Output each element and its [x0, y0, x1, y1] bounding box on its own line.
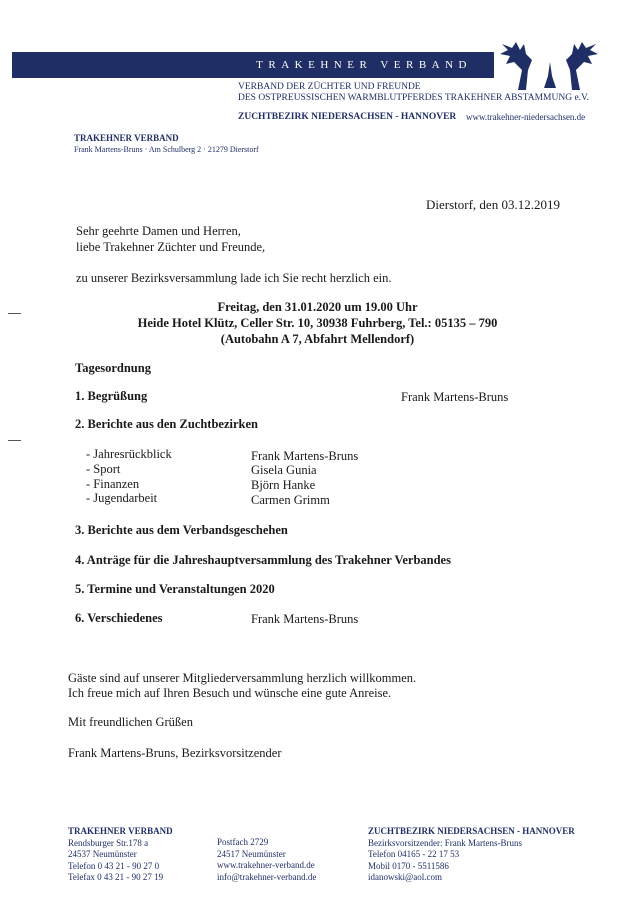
header-url[interactable]: www.trakehner-niedersachsen.de	[466, 112, 586, 122]
header-district: ZUCHTBEZIRK NIEDERSACHSEN - HANNOVER	[238, 112, 457, 122]
footer-col-3-line: Telefon 04165 - 22 17 53	[368, 849, 460, 859]
closing-line-2: Ich freue mich auf Ihren Besuch und wünsche eine gute Anreise.	[68, 686, 392, 700]
event-directions: (Autobahn A 7, Abfahrt Mellendorf)	[220, 332, 415, 346]
footer-col-1-line: 24537 Neumünster	[68, 849, 137, 859]
closing-greeting: Mit freundlichen Grüßen	[68, 715, 193, 729]
agenda-item-6: 6. Verschiedenes	[75, 611, 163, 625]
salutation-line-2: liebe Trakehner Züchter und Freunde,	[76, 240, 266, 254]
punch-mark	[8, 440, 21, 441]
footer-col-2-line: 24517 Neumünster	[217, 848, 286, 859]
closing-signature: Frank Martens-Bruns, Bezirksvorsitzender	[68, 746, 282, 760]
footer-col-3-title: ZUCHTBEZIRK NIEDERSACHSEN - HANNOVER	[368, 826, 575, 836]
letter-date: Dierstorf, den 03.12.2019	[426, 197, 560, 212]
event-when: Freitag, den 31.01.2020 um 19.00 Uhr	[217, 300, 418, 314]
footer-col-1-line: Telefax 0 43 21 - 90 27 19	[68, 872, 164, 882]
agenda-item-1: 1. Begrüßung	[75, 389, 148, 403]
footer-col-2	[217, 837, 316, 883]
footer-col-1-title: TRAKEHNER VERBAND	[68, 826, 173, 836]
footer-col-2-line: Postfach 2729	[217, 837, 269, 847]
agenda-item-5: 5. Termine und Veranstaltungen 2020	[75, 582, 275, 596]
agenda-item-3: 3. Berichte aus dem Verbandsgeschehen	[75, 523, 288, 537]
event-where: Heide Hotel Klütz, Celler Str. 10, 30938 Fuhrberg, Tel.: 05135 – 790	[137, 316, 498, 330]
footer-col-2-line[interactable]: info@trakehner-verband.de	[217, 871, 317, 882]
agenda-title: Tagesordnung	[75, 361, 151, 375]
invitation-text: zu unserer Bezirksversammlung lade ich Sie recht herzlich ein.	[76, 271, 392, 285]
agenda-sub-2: - Sport	[86, 462, 121, 476]
agenda-item-2: 2. Berichte aus den Zuchtbezirken	[75, 417, 258, 431]
footer-col-3-line: Mobil 0170 - 5511586	[368, 860, 449, 871]
footer-col-3-line: Bezirksvorsitzender: Frank Martens-Bruns	[368, 837, 522, 848]
agenda-sub-1-person: Frank Martens-Bruns	[251, 449, 359, 463]
footer-col-2-line[interactable]: www.trakehner-verband.de	[217, 860, 315, 870]
fold-mark	[8, 313, 21, 314]
footer-col-3	[368, 826, 575, 884]
agenda-item-1-person: Frank Martens-Bruns	[401, 390, 509, 404]
header-line-1: VERBAND DER ZÜCHTER UND FREUNDE	[238, 82, 421, 92]
footer-col-1-line: Rendsburger Str.178 a	[68, 837, 149, 848]
agenda-item-6-person: Frank Martens-Bruns	[251, 612, 359, 626]
sender-address: Frank Martens-Bruns · Am Schulberg 2 · 21279 Dierstorf	[74, 145, 259, 154]
elk-antlers-icon	[488, 40, 610, 92]
sender-name: TRAKEHNER VERBAND	[74, 133, 179, 143]
agenda-sub-1: - Jahresrückblick	[86, 447, 172, 461]
agenda-item-4: 4. Anträge für die Jahreshauptversammlung des Trakehner Verbandes	[75, 553, 451, 567]
closing-line-1: Gäste sind auf unserer Mitgliederversammlung herzlich willkommen.	[68, 671, 417, 685]
footer-col-3-line[interactable]: idanowski@aol.com	[368, 872, 443, 882]
header-bar-title: TRAKEHNER VERBAND	[256, 59, 472, 71]
agenda-sub-4-person: Carmen Grimm	[251, 493, 330, 507]
agenda-sub-3-person: Björn Hanke	[251, 478, 316, 492]
salutation-line-1: Sehr geehrte Damen und Herren,	[76, 224, 241, 238]
agenda-sub-3: - Finanzen	[86, 477, 140, 491]
agenda-sub-4: - Jugendarbeit	[86, 491, 158, 505]
agenda-sub-2-person: Gisela Gunia	[251, 463, 317, 477]
footer-col-1-line: Telefon 0 43 21 - 90 27 0	[68, 860, 160, 871]
header-line-2: DES OSTPREUSSISCHEN WARMBLUTPFERDES TRAKEHNER ABSTAMMUNG e.V.	[238, 93, 590, 103]
footer-col-1	[68, 826, 173, 884]
